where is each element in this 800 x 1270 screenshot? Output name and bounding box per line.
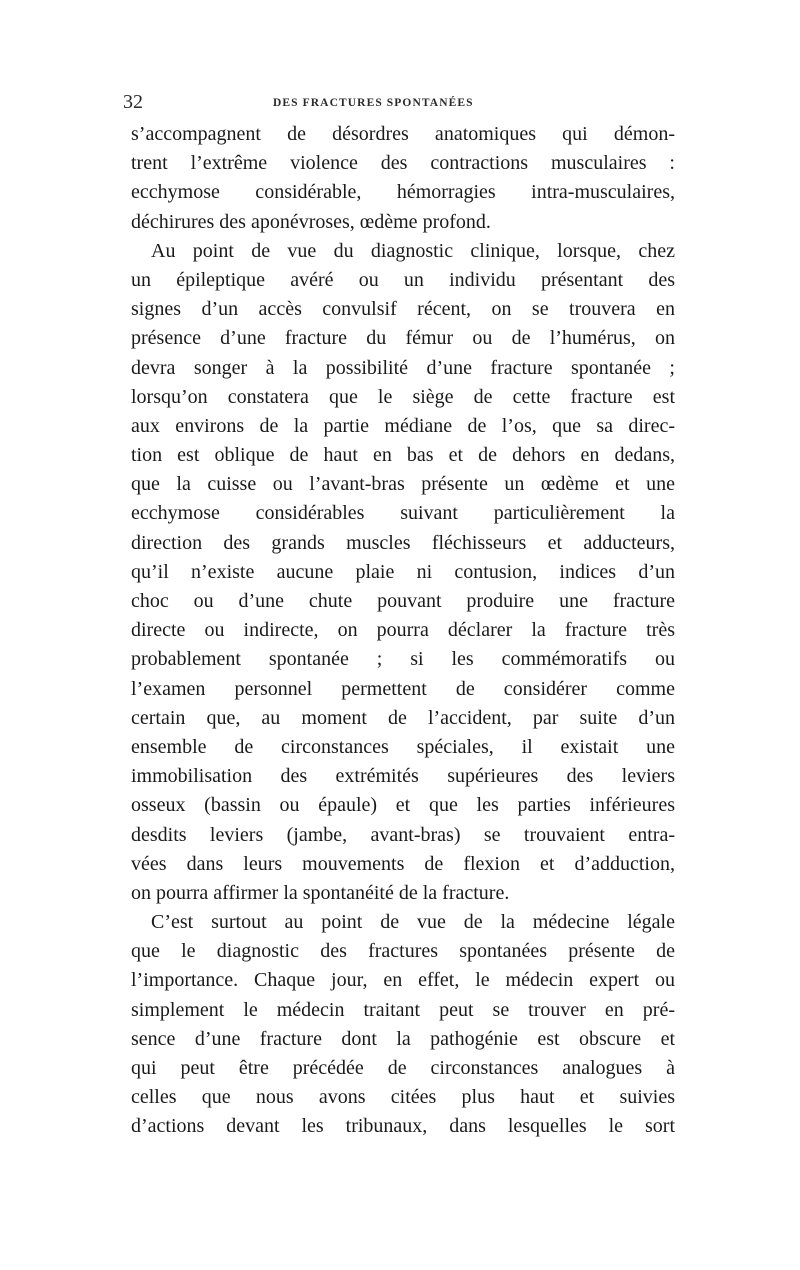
text-line: sence d’une fracture dont la pathogénie est obscure et — [131, 1027, 675, 1050]
text-line: C’est surtout au point de vue de la médecine légale — [151, 911, 675, 934]
text-line: qu’il n’existe aucune plaie ni contusion, indices d’un — [131, 560, 675, 583]
page-number: 32 — [123, 91, 143, 113]
text-line: déchirures des aponévroses, œdème profond. — [131, 210, 491, 233]
text-line: choc ou d’une chute pouvant produire une fracture — [131, 590, 675, 612]
text-line: un épileptique avéré ou un individu présentant des — [131, 268, 675, 291]
text-line: signes d’un accès convulsif récent, on se trouvera en — [131, 298, 675, 321]
text-line: qui peut être précédée de circonstances analogues à — [131, 1057, 675, 1079]
text-line: on pourra affirmer la spontanéité de la fracture. — [131, 881, 510, 904]
text-line: probablement spontanée ; si les commémoratifs ou — [131, 648, 675, 671]
text-line: certain que, au moment de l’accident, par suite d’un — [131, 706, 675, 729]
text-line: osseux (bassin ou épaule) et que les parties inférieures — [131, 794, 675, 817]
text-line: que la cuisse ou l’avant-bras présente un œdème et une — [131, 473, 675, 496]
text-line: Au point de vue du diagnostic clinique, lorsque, chez — [151, 239, 675, 262]
text-line: trent l’extrême violence des contractions musculaires : — [131, 152, 675, 175]
text-line: aux environs de la partie médiane de l’os, que sa direc- — [131, 414, 675, 437]
text-line: celles que nous avons citées plus haut et suivies — [131, 1086, 675, 1109]
text-line: ecchymose considérables suivant particulièrement la — [131, 502, 675, 525]
text-line: lorsqu’on constatera que le siège de cette fracture est — [131, 385, 675, 408]
text-line: ensemble de circonstances spéciales, il existait une — [131, 735, 675, 758]
page-header — [123, 88, 673, 120]
text-line: directe ou indirecte, on pourra déclarer la fracture très — [131, 619, 675, 642]
text-line: s’accompagnent de désordres anatomiques qui démon- — [131, 123, 675, 145]
text-line: simplement le médecin traitant peut se trouver en pré- — [131, 998, 675, 1021]
text-line: que le diagnostic des fractures spontanées présente de — [131, 940, 675, 963]
text-line: tion est oblique de haut en bas et de dehors en dedans, — [131, 444, 675, 467]
text-line: l’importance. Chaque jour, en effet, le médecin expert ou — [131, 969, 675, 992]
text-line: l’examen personnel permettent de considérer comme — [131, 677, 675, 700]
body-text — [131, 120, 675, 1142]
text-line: desdits leviers (jambe, avant-bras) se trouvaient entra- — [131, 823, 675, 846]
text-line: ecchymose considérable, hémorragies intra-musculaires, — [131, 181, 675, 204]
running-title: DES FRACTURES SPONTANÉES — [273, 97, 474, 109]
text-line: d’actions devant les tribunaux, dans lesquelles le sort — [131, 1115, 675, 1138]
text-line: immobilisation des extrémités supérieures des leviers — [131, 765, 675, 788]
text-line: vées dans leurs mouvements de flexion et d’adduction, — [131, 852, 675, 875]
text-line: présence d’une fracture du fémur ou de l’humérus, on — [131, 327, 675, 350]
text-line: devra songer à la possibilité d’une fracture spontanée ; — [131, 356, 675, 379]
text-line: direction des grands muscles fléchisseurs et adducteurs, — [131, 531, 675, 554]
